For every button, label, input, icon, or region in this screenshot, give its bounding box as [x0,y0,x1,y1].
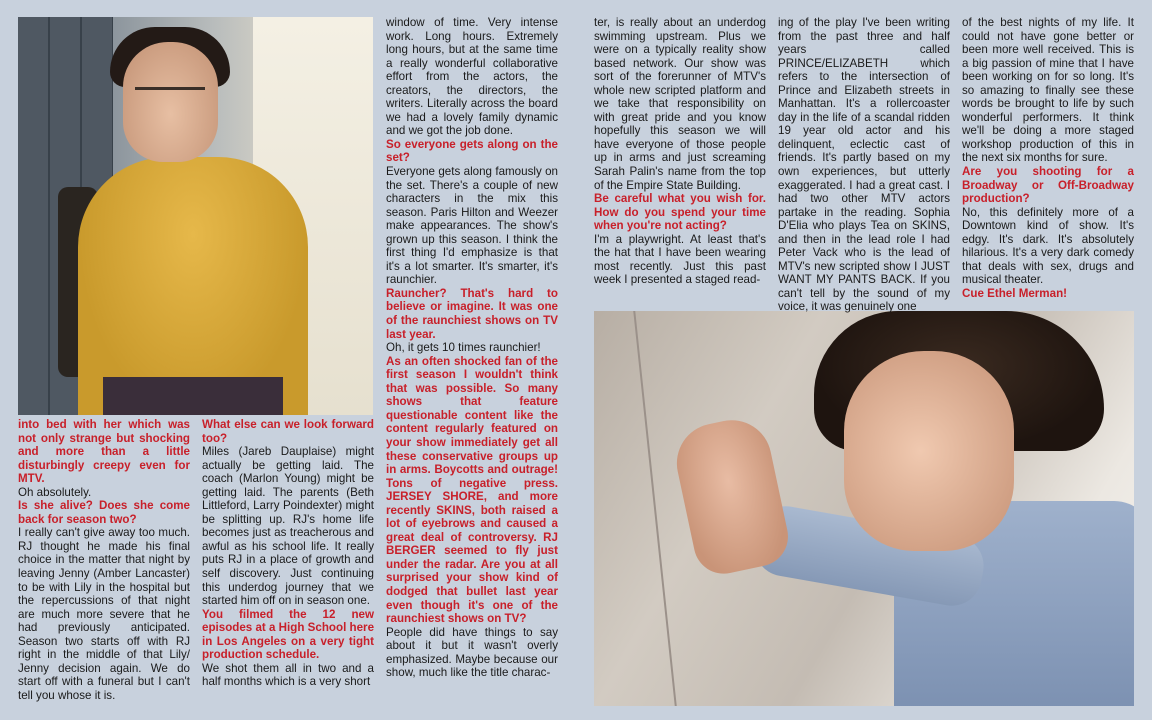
question-paragraph: As an often shocked fan of the first season I wouldn't think that was possible. So many shows that feature questionable content like the content regularly featured on your show immediately get all these conservative groups up in arms. Boycotts and outrage! Tons of negative press. JERSEY SHORE, and more recently SKINS, both raised a lot of eyebrows and caused a great deal of controversy. RJ BERGER seemed to fly just under the radar. Are you at all surprised your show kind of dodged that bullet last year even though it's one of the raunchiest shows on TV? [386,354,558,626]
answer-paragraph: Everyone gets along famously on the set. There's a couple of new characters in the mix this season. Paris Hilton and Weezer make appearances. The show's grown up this season. I think the first thing I'd emphasize is that it's a lot smarter. It's smarter, it's raunchier. [386,165,558,287]
answer-paragraph: I'm a playwright. At least that's the hat that I have been wearing most recently. Just this past week I presented a staged read- [594,232,766,287]
question-paragraph: Be careful what you wish for. How do you spend your time when you're not acting? [594,192,766,233]
question-paragraph: What else can we look forward too? [202,418,374,445]
answer-paragraph: of the best nights of my life. It could not have gone better or been more well received. This is a big passion of mine that I have been working on for so long. It's so amazing to finally see these words be brought to life by such wonderful performers. It think we'll be doing a more staged workshop production of this in the next six months for sure. [962,16,1134,165]
answer-paragraph: Miles (Jareb Dauplaise) might actually be getting laid. The coach (Marlon Young) might be getting laid. The parents (Beth Littleford, Larry Poindexter) might be splitting up. RJ's home life becomes just as treacherous and awful as his school life. It really puts RJ in a place of growth and self discovery. Just continuing this underdog journey that we started him off on in season one. [202,445,374,608]
answer-paragraph: People did have things to say about it but it wasn't overly emphasized. Maybe because our show, much like the title charac- [386,625,558,680]
text-column-1 [18,418,190,702]
answer-paragraph: We shot them all in two and a half months which is a very short [202,661,374,689]
text-column-3 [386,16,558,680]
question-paragraph: So everyone gets along on the set? [386,137,558,165]
photo-actor-hallway [18,17,373,415]
text-column-2 [202,418,374,689]
answer-paragraph: Oh absolutely. [18,485,92,499]
answer-paragraph: Oh, it gets 10 times raunchier! [386,341,541,355]
question-paragraph: Are you shooting for a Broadway or Off-Broadway production? [962,165,1134,206]
question-paragraph: Rauncher? That's hard to believe or imagine. It was one of the raunchiest shows on TV last year. [386,286,558,341]
question-paragraph: You filmed the 12 new episodes at a High School here in Los Angeles on a very tight production schedule. [202,607,375,662]
answer-paragraph: window of time. Very intense work. Long hours. Extremely long hours, but at the same time a really wonderful collaborative effort from the actors, the creators, the directors, the writers. Literally across the board we had a lovely family dynamic and we got the job done. [386,16,558,138]
answer-paragraph: No, this definitely more of a Downtown kind of show. It's edgy. It's dark. It's absolutely hilarious. It's a very dark comedy that deals with sex, drugs and musical theater. [962,205,1134,287]
answer-paragraph: ing of the play I've been writing from the past three and half years called PRINCE/ELIZABETH which refers to the intersection of Prince and Elizabeth streets in Manhattan. It's a rollercoaster day in the life of a scandal ridden 19 year old actor and his delinquent, eclectic cast of friends. It's partly based on my own experiences, but utterly exaggerated. I had a great cast. I had two other MTV actors partake in the reading. Sophia D'Elia who plays Tea on SKINS, and then in the lead role I had Peter Vack who is the lead of MTV's new scripted show I JUST WANT MY PANTS BACK. If you can't tell by the sound of my voice, it was genuinely one [778,16,950,314]
answer-paragraph: ter, is really about an underdog swimming upstream. Plus we were on a typically reality show based network. Our show was sort of the forerunner of MTV's whole new scripted platform and we take that responsibility on with great pride and you know hopefully this season we will have everyone of those people up in arms and just screaming Sarah Palin's name from the top of the Empire State Building. [594,16,766,192]
text-column-6 [962,16,1134,300]
question-paragraph: into bed with her which was not only strange but shocking and more than a little disturbingly creepy even for MTV. [18,418,190,486]
text-column-5 [778,16,950,314]
photo-actor-closeup [594,311,1134,706]
question-paragraph: Cue Ethel Merman! [962,286,1068,300]
question-paragraph: Is she alive? Does she come back for season two? [18,499,190,526]
answer-paragraph: I really can't give away too much. RJ thought he made his final choice in the matter that night by leaving Jenny (Amber Lancaster) to be with Lily in the hospital but the repercussions of that night are much more severe that he had previously anticipated. Season two starts off with RJ right in the middle of that Lily/ Jenny decision again. We do start off with a funeral but I can't tell you whose it is. [18,526,190,702]
text-column-4 [594,16,766,287]
